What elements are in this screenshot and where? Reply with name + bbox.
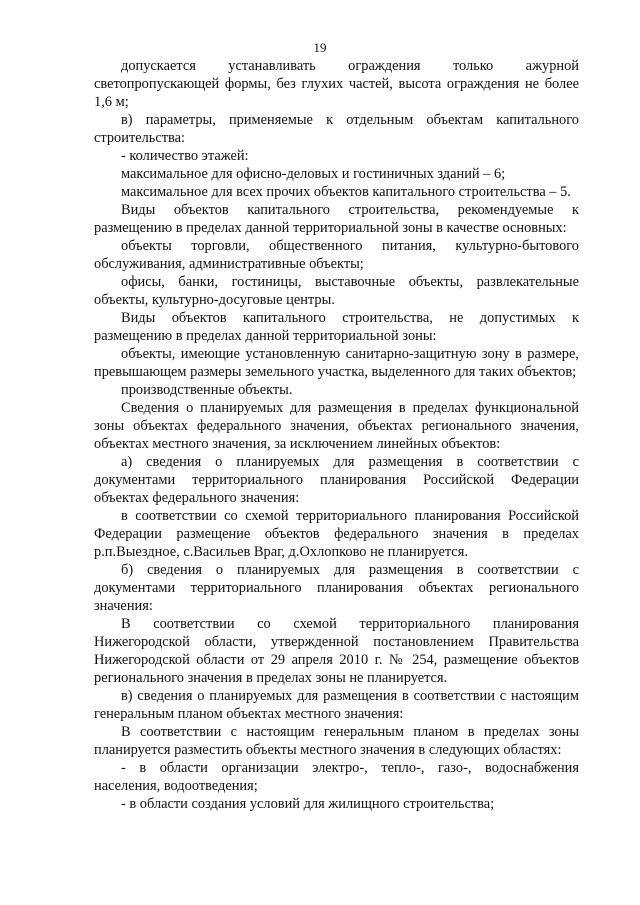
paragraph-local-housing: - в области создания условий для жилищного строительства; <box>121 796 495 812</box>
paragraph-max-office-floors: максимальное для офисно-деловых и гостиничных зданий – 6; <box>121 166 506 182</box>
paragraph-forbidden-industrial: производственные объекты. <box>121 382 293 398</box>
paragraph-recommended-trade: объекты торговли, общественного питания, культурно-бытового обслуживания, административные объекты; <box>94 238 579 272</box>
paragraph-local-plan: В соответствии с настоящим генеральным планом в пределах зоны планируется разместить объекты местного значения в следующих областях: <box>94 724 579 758</box>
page-number: 19 <box>313 40 327 55</box>
paragraph-federal-plan: в соответствии со схемой территориального планирования Российской Федерации размещение объектов федерального значения в пределах р.п.Выездное, с.Васильев Враг, д.Охлопково не планируется. <box>94 508 579 560</box>
paragraph-regional-heading: б) сведения о планируемых для размещения в соответствии с документами территориального планирования объектах регионального значения: <box>94 562 579 614</box>
paragraph-local-heading: в) сведения о планируемых для размещения в соответствии с настоящим генеральным планом объектах местного значения: <box>94 688 579 722</box>
paragraph-planned-objects-heading: Сведения о планируемых для размещения в пределах функциональной зоны объектах федерального значения, объектах регионального значения, объектах местного значения, за исключением линейных объектов: <box>94 400 579 452</box>
paragraph-parameters-heading: в) параметры, применяемые к отдельным объектам капитального строительства: <box>94 112 579 146</box>
paragraph-recommended-types-heading: Виды объектов капитального строительства, рекомендуемые к размещению в пределах данной территориальной зоны в качестве основных: <box>94 202 579 236</box>
document-body <box>94 57 579 813</box>
paragraph-recommended-offices: офисы, банки, гостиницы, выставочные объекты, развлекательные объекты, культурно-досуговые центры. <box>94 274 579 308</box>
paragraph-max-other-floors: максимальное для всех прочих объектов капитального строительства – 5. <box>121 184 571 200</box>
paragraph-floor-count: - количество этажей: <box>121 148 249 164</box>
paragraph-federal-heading: а) сведения о планируемых для размещения в соответствии с документами территориального планирования Российской Федерации объектах федерального значения: <box>94 454 579 506</box>
paragraph-local-utilities: - в области организации электро-, тепло-, газо-, водоснабжения населения, водоотведения; <box>94 760 579 794</box>
paragraph-regional-plan: В соответствии со схемой территориального планирования Нижегородской области, утвержденной постановлением Правительства Нижегородской области от 29 апреля 2010 г. № 254, размещение объектов регионального значения в пределах зоны не планируется. <box>94 616 579 686</box>
paragraph-forbidden-types-heading: Виды объектов капитального строительства, не допустимых к размещению в пределах данной территориальной зоны: <box>94 310 579 344</box>
paragraph-forbidden-sanitary: объекты, имеющие установленную санитарно-защитную зону в размере, превышающем размеры земельного участка, выделенного для таких объектов; <box>94 346 579 380</box>
paragraph-fence-requirements: допускается устанавливать ограждения только ажурной светопропускающей формы, без глухих частей, высота ограждения не более 1,6 м; <box>94 58 579 110</box>
